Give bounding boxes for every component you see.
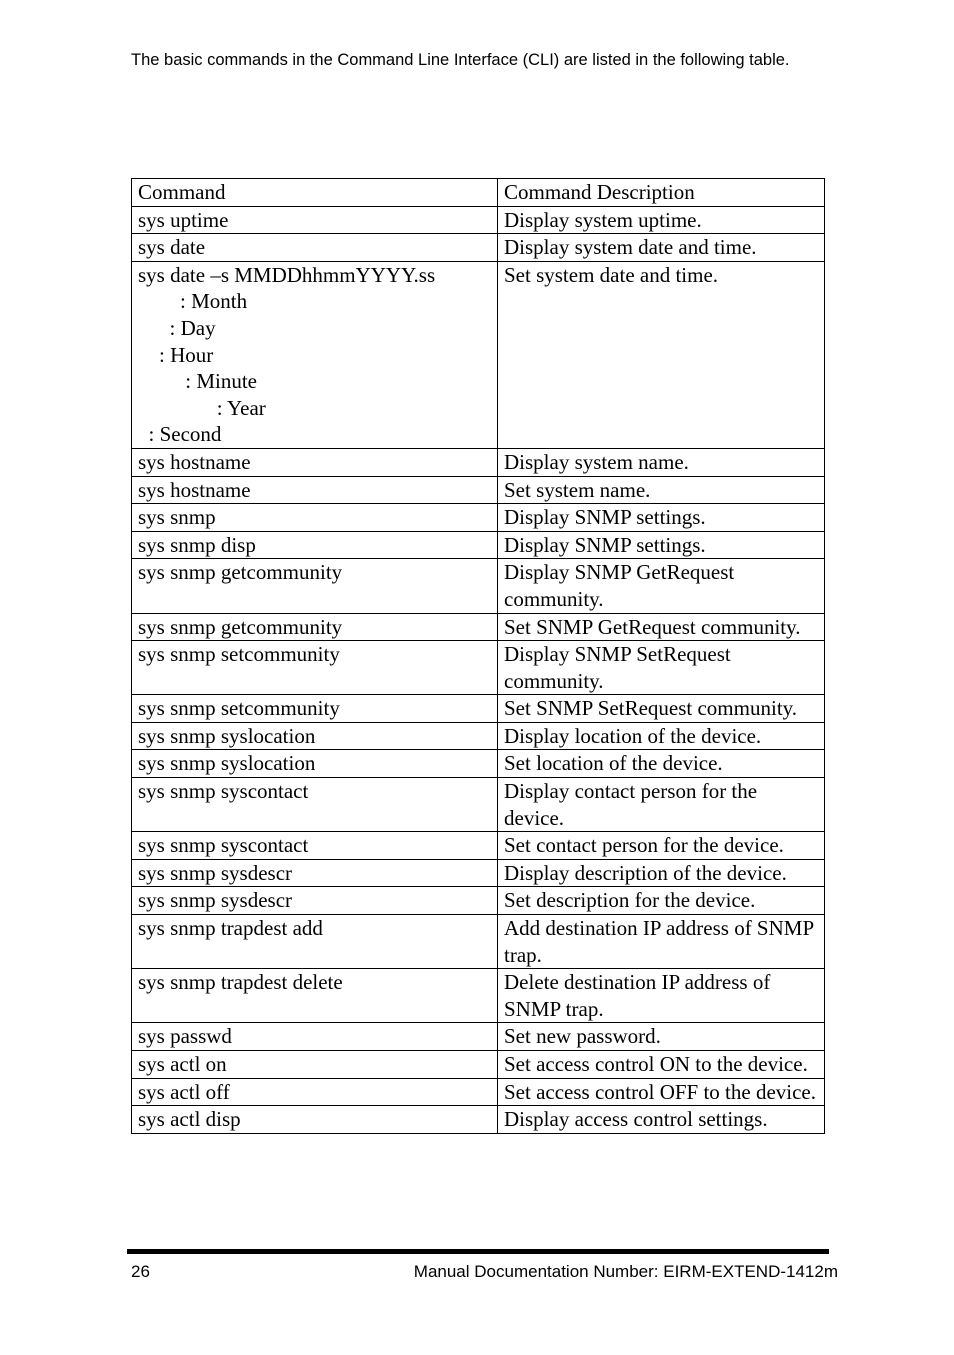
description-cell: Set access control ON to the device. [498,1051,825,1079]
command-cell [132,261,498,448]
command-cell [132,531,498,559]
command-text: sys snmp syslocation [138,723,316,748]
command-subfield: : Month [138,289,248,314]
table-row [132,695,825,723]
command-cell [132,1078,498,1106]
cli-command-table [131,178,825,1134]
table-row [132,1078,825,1106]
command-cell [132,613,498,641]
command-text: sys hostname [138,449,251,474]
table-row [132,641,825,695]
command-text: sys uptime [138,207,229,232]
table-header-row [132,179,825,207]
description-cell: Set description for the device. [498,887,825,915]
command-cell [132,1051,498,1079]
command-text: sys snmp sysdescr [138,888,293,913]
command-cell [132,206,498,234]
page-number: 26 [131,1262,150,1281]
command-text: sys actl off [138,1079,230,1104]
command-text: sys actl disp [138,1107,241,1132]
command-subfield: : Minute [138,369,257,394]
description-cell: Display system name. [498,448,825,476]
table-row [132,1023,825,1051]
description-cell: Add destination IP address of SNMP trap. [498,915,825,969]
command-cell [132,915,498,969]
table-row [132,915,825,969]
command-text: sys snmp syscontact [138,779,309,804]
table-row [132,778,825,832]
description-cell: Display SNMP settings. [498,504,825,532]
description-cell: Set contact person for the device. [498,832,825,860]
table-row [132,969,825,1023]
command-cell [132,1106,498,1134]
description-cell: Display system date and time. [498,234,825,262]
command-text: sys snmp syscontact [138,833,309,858]
table-row [132,504,825,532]
description-cell: Set new password. [498,1023,825,1051]
header-description: Command Description [498,179,825,207]
command-subfield: : Second [138,422,222,447]
command-text: sys date [138,235,206,260]
command-cell [132,969,498,1023]
table-row [132,531,825,559]
description-cell: Set access control OFF to the device. [498,1078,825,1106]
command-cell [132,832,498,860]
command-text: sys snmp [138,505,216,530]
table-row [132,261,825,448]
table-row [132,613,825,641]
table-row [132,859,825,887]
table-row [132,722,825,750]
command-subfield: : Hour [138,342,214,367]
description-cell: Set SNMP SetRequest community. [498,695,825,723]
command-cell [132,641,498,695]
table-row [132,887,825,915]
command-cell [132,1023,498,1051]
table-row [132,1051,825,1079]
description-cell: Display description of the device. [498,859,825,887]
table-row [132,559,825,613]
command-cell [132,859,498,887]
description-cell: Set system name. [498,476,825,504]
command-cell [132,559,498,613]
description-cell: Display contact person for the device. [498,778,825,832]
table-row [132,206,825,234]
command-text: sys date –s MMDDhhmmYYYY.ss [138,262,436,287]
command-text: sys hostname [138,477,251,502]
intro-paragraph: The basic commands in the Command Line Interface (CLI) are listed in the following table. [131,51,790,69]
command-text: sys snmp setcommunity [138,642,340,667]
doc-number: Manual Documentation Number: EIRM-EXTEND-1412m [413,1262,838,1281]
description-cell: Display access control settings. [498,1106,825,1134]
description-cell: Set location of the device. [498,750,825,778]
command-cell [132,750,498,778]
description-cell: Display location of the device. [498,722,825,750]
description-cell: Display SNMP GetRequest community. [498,559,825,613]
command-cell [132,234,498,262]
command-text: sys snmp trapdest add [138,916,323,941]
command-cell [132,722,498,750]
command-cell [132,887,498,915]
footer-rule [127,1249,829,1254]
table-row [132,750,825,778]
table-row [132,476,825,504]
command-cell [132,448,498,476]
table-row [132,234,825,262]
command-cell [132,695,498,723]
command-text: sys snmp sysdescr [138,860,293,885]
command-text: sys passwd [138,1024,232,1049]
command-text: sys actl on [138,1052,227,1076]
table-row [132,832,825,860]
description-cell: Display SNMP SetRequest community. [498,641,825,695]
command-text: sys snmp trapdest delete [138,970,343,995]
command-subfield: : Day [138,315,216,340]
command-text: sys snmp disp [138,532,256,557]
command-cell [132,476,498,504]
description-cell: Display SNMP settings. [498,531,825,559]
description-cell: Display system uptime. [498,206,825,234]
header-command: Command [132,179,498,207]
command-text: sys snmp setcommunity [138,696,340,721]
command-text: sys snmp syslocation [138,751,316,776]
description-cell: Set SNMP GetRequest community. [498,613,825,641]
description-cell: Delete destination IP address of SNMP trap. [498,969,825,1023]
table-row [132,448,825,476]
command-text: sys snmp getcommunity [138,560,343,585]
command-cell [132,778,498,832]
command-cell [132,504,498,532]
table-row [132,1106,825,1134]
description-cell: Set system date and time. [498,261,825,448]
command-subfield: : Year [138,395,266,420]
command-text: sys snmp getcommunity [138,614,343,639]
